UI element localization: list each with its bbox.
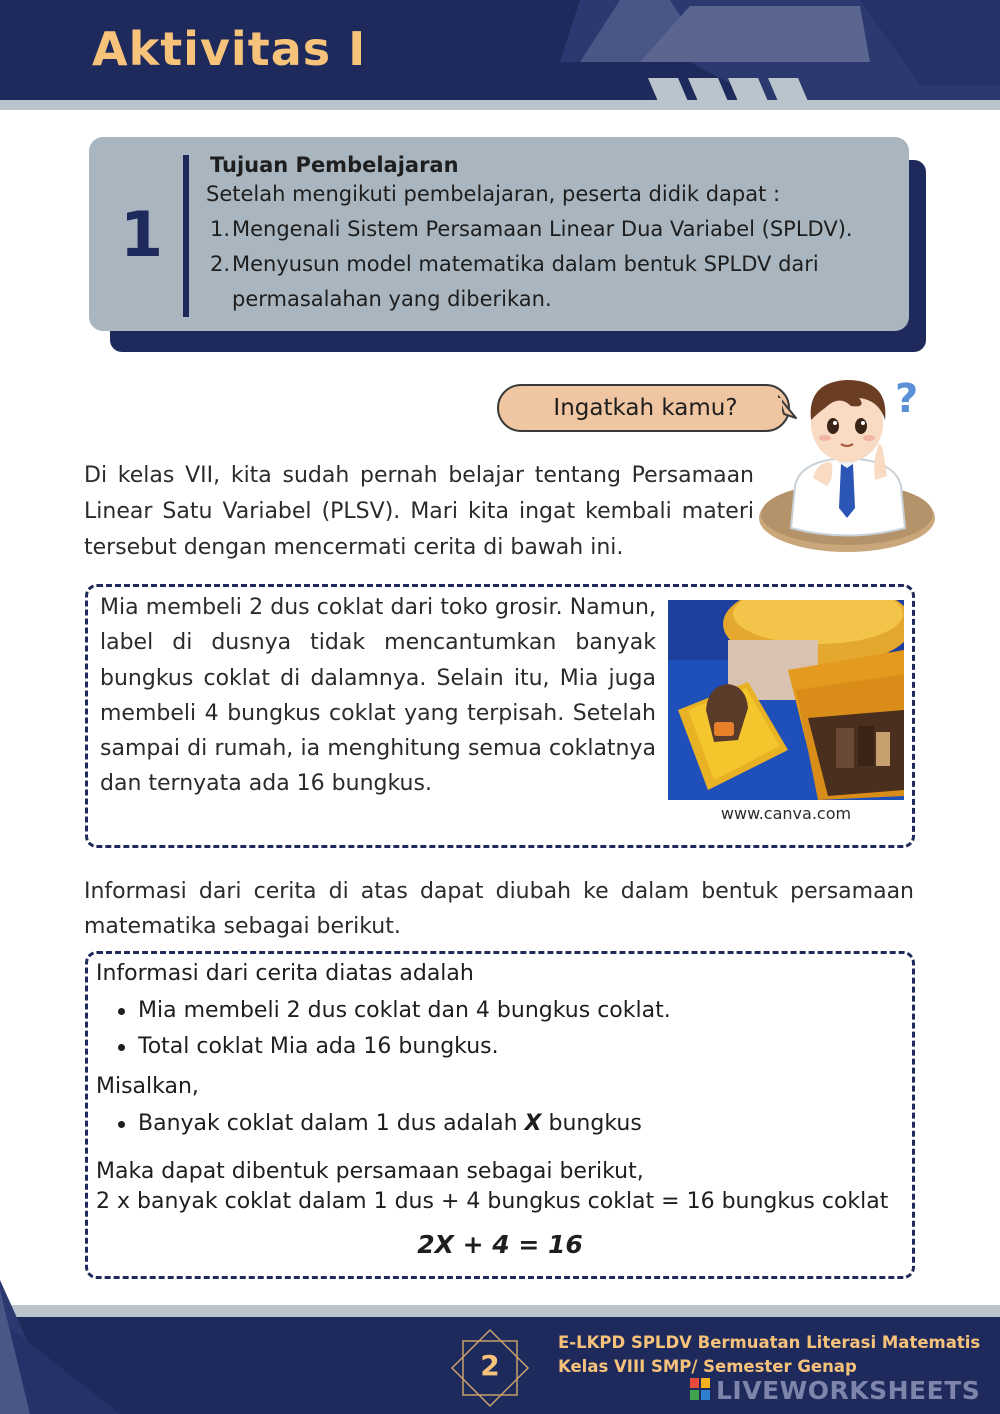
variable-prefix: Banyak coklat dalam 1 dus adalah — [138, 1111, 525, 1136]
svg-text:?: ? — [895, 376, 919, 422]
footer-title: E-LKPD SPLDV Bermuatan Literasi Matematis — [558, 1333, 981, 1352]
objective-item-number: 2. — [210, 252, 231, 276]
objective-item — [210, 247, 920, 317]
variable-suffix: bungkus — [541, 1111, 642, 1136]
derivation-line-2: 2 x banyak coklat dalam 1 dus + 4 bungkus coklat = 16 bungkus coklat — [96, 1189, 889, 1214]
story-text: Mia membeli 2 dus coklat dari toko grosir. Namun, label di dusnya tidak mencantumkan banyak bungkus coklat di dalamnya. Selain itu, Mia juga membeli 4 bungkus coklat yang terpisah. Setelah sampai di rumah, ia menghitung semua coklatnya dan ternyata ada 16 bungkus. — [100, 595, 656, 797]
variable-x: X — [524, 1111, 542, 1136]
info-bullet-list — [118, 993, 671, 1065]
objective-intro: Setelah mengikuti pembelajaran, peserta didik dapat : — [206, 182, 781, 206]
equation: 2X + 4 = 16 — [417, 1230, 583, 1259]
speech-bubble — [497, 384, 790, 432]
objective-divider — [183, 155, 189, 317]
objective-item-number: 1. — [210, 217, 231, 241]
objective-list — [210, 212, 920, 317]
image-caption: www.canva.com — [720, 804, 852, 823]
liveworksheets-logo-icon — [690, 1378, 710, 1400]
thinking-boy-illustration — [755, 368, 945, 560]
header-decoration — [560, 0, 1000, 112]
variable-bullet — [118, 1106, 642, 1142]
objective-item-text: Mengenali Sistem Persamaan Linear Dua Variabel (SPLDV). — [232, 217, 853, 241]
footer-decoration — [0, 1260, 300, 1414]
objective-title: Tujuan Pembelajaran — [210, 153, 459, 177]
page-header — [0, 0, 1000, 112]
objective-item-text: Menyusun model matematika dalam bentuk SPLDV dari permasalahan yang diberikan. — [232, 252, 819, 311]
objective-number: 1 — [120, 198, 164, 271]
page-title: Aktivitas I — [92, 22, 367, 76]
chocolate-box-photo — [668, 600, 904, 800]
info-paragraph: Informasi dari cerita di atas dapat diubah ke dalam bentuk persamaan matematika sebagai berikut. — [84, 879, 914, 939]
objective-item — [210, 212, 920, 247]
equation-derivation — [96, 1157, 888, 1217]
page-number: 2 — [480, 1349, 500, 1382]
intro-paragraph: Di kelas VII, kita sudah pernah belajar tentang Persamaan Linear Satu Variabel (PLSV). Mari kita ingat kembali materi tersebut dengan mencermati cerita di bawah ini. — [84, 463, 754, 560]
info-bullet: Total coklat Mia ada 16 bungkus. — [118, 1029, 671, 1065]
variable-bullet-list — [118, 1106, 642, 1142]
info-heading: Informasi dari cerita diatas adalah — [96, 961, 474, 986]
liveworksheets-watermark[interactable]: LIVEWORKSHEETS — [716, 1376, 981, 1405]
misalkan-label: Misalkan, — [96, 1074, 199, 1099]
footer-subtitle: Kelas VIII SMP/ Semester Genap — [558, 1357, 857, 1376]
derivation-line-1: Maka dapat dibentuk persamaan sebagai berikut, — [96, 1159, 644, 1184]
speech-bubble-text: Ingatkah kamu? — [553, 395, 738, 421]
info-bullet: Mia membeli 2 dus coklat dan 4 bungkus coklat. — [118, 993, 671, 1029]
